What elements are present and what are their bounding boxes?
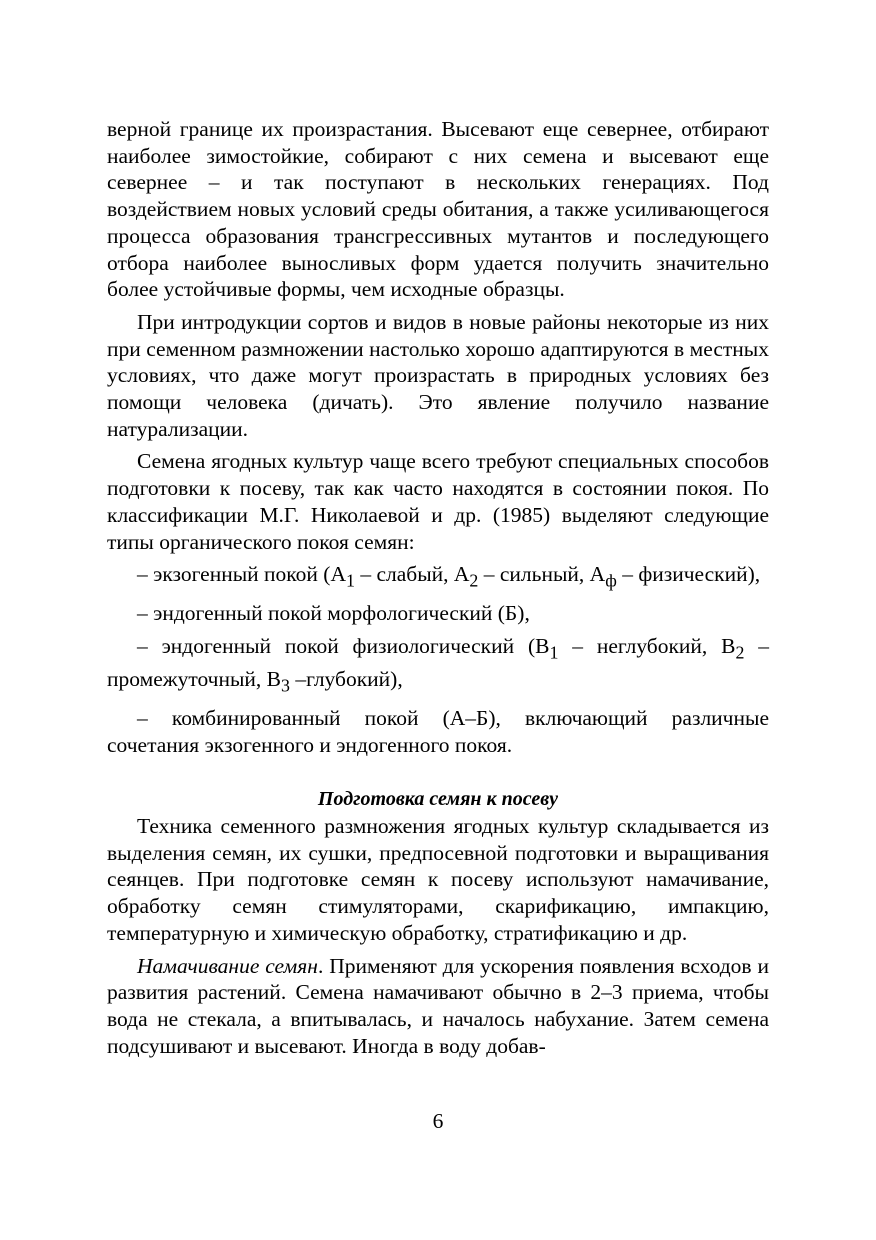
list-item-physiological	[107, 633, 769, 699]
paragraph-text: . Применяют для ускорения появления всходов и развития растений. Семена намачивают обычно в 2–3 приема, чтобы вода не стекала, а впитывалась, и началось набухание. Затем семена подсушивают и высевают. Иногда в воду добав-	[107, 953, 770, 1058]
list-item-exogenous	[107, 561, 769, 594]
list-text: – экзогенный покой (А	[137, 562, 346, 587]
subscript: 1	[345, 570, 355, 591]
subscript: ф	[605, 570, 617, 591]
list-text: – физический),	[616, 562, 761, 587]
section-heading: Подготовка семян к посеву	[317, 788, 559, 811]
paragraph-seed-technique: Техника семенного размножения ягодных культур складывается из выделения семян, их сушки, предпосевной подготовки и выращивания сеянцев. При подготовке семян к посеву используют намачивание, обработку семян стимуляторами, скарификацию, импакцию, температурную и химическую обработку, стратификацию и др.	[107, 814, 769, 945]
page-body	[107, 116, 769, 1065]
term-soaking: Намачивание семян	[137, 953, 318, 978]
list-text: – промежуточный, В	[107, 633, 769, 691]
page-number: 6	[432, 1109, 444, 1133]
list-text: – слабый, А	[354, 562, 470, 587]
list-text: –глубокий),	[289, 666, 403, 691]
subscript: 2	[735, 642, 745, 663]
list-text: – эндогенный покой физиологический (В	[137, 633, 550, 658]
paragraph-soaking	[107, 953, 769, 1060]
paragraph-naturalization: При интродукции сортов и видов в новые районы некоторые из них при семенном размножении настолько хорошо адаптируются в местных условиях, что даже могут произрастать в природных условиях без помощи человека (дичать). Это явление получило название натурализации.	[107, 309, 769, 441]
subscript: 3	[281, 675, 290, 696]
paragraph-continuation: верной границе их произрастания. Высевают еще севернее, отбирают наиболее зимостойкие, собирают с них семена и высевают еще севернее – и так поступают в нескольких генерациях. Под воздействием новых условий среды обитания, а также усиливающегося процесса образования трансгрессивных мутантов и последующего отбора наиболее выносливых форм удается получить значительно более устойчивые формы, чем исходные образцы.	[107, 117, 769, 302]
subscript: 1	[549, 642, 559, 663]
list-item-morphological: – эндогенный покой морфологический (Б),	[137, 601, 530, 626]
list-text: – сильный, А	[478, 562, 606, 587]
subscript: 2	[469, 570, 479, 591]
list-item-combined: – комбинированный покой (А–Б), включающий различные сочетания экзогенного и эндогенного покоя.	[107, 705, 769, 757]
paragraph-seed-dormancy: Семена ягодных культур чаще всего требуют специальных способов подготовки к посеву, так как часто находятся в состоянии покоя. По классификации М.Г. Николаевой и др. (1985) выделяют следующие типы органического покоя семян:	[107, 449, 769, 554]
list-text: – неглубокий, В	[558, 633, 736, 658]
